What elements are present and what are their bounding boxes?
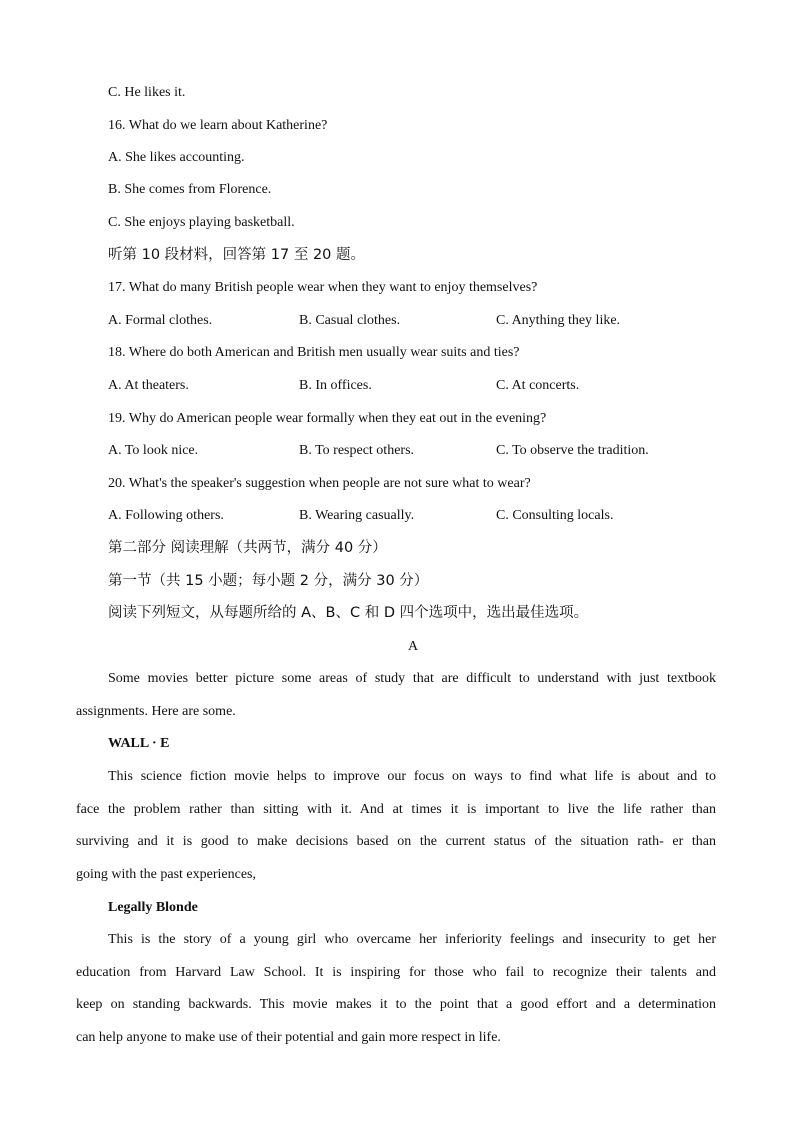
q20-option-a: A. Following others.	[108, 508, 224, 523]
wall-e-line-1: This science fiction movie helps to improve our focus on ways to find what life is about and to	[108, 769, 716, 784]
q17-stem: 17. What do many British people wear when they want to enjoy themselves?	[108, 280, 538, 295]
part-two-heading: 第二部分 阅读理解（共两节，满分 40 分）	[108, 540, 387, 556]
q18-stem: 18. Where do both American and British men usually wear suits and ties?	[108, 345, 520, 360]
q18-option-a: A. At theaters.	[108, 378, 189, 393]
reading-instruction: 阅读下列短文，从每题所给的 A、B、C 和 D 四个选项中，选出最佳选项。	[108, 605, 589, 621]
intro-line-2: assignments. Here are some.	[76, 704, 236, 719]
legally-blonde-title: Legally Blonde	[108, 900, 198, 915]
q20-stem: 20. What's the speaker's suggestion when people are not sure what to wear?	[108, 476, 531, 491]
q16-option-a: A. She likes accounting.	[108, 150, 245, 165]
q18-option-b: B. In offices.	[299, 378, 372, 393]
q19-option-a: A. To look nice.	[108, 443, 199, 458]
wall-e-title: WALL · E	[108, 736, 170, 751]
q18-option-c: C. At concerts.	[496, 378, 580, 393]
q16-stem: 16. What do we learn about Katherine?	[108, 118, 328, 133]
q19-option-c: C. To observe the tradition.	[496, 443, 649, 458]
legally-blonde-line-1: This is the story of a young girl who overcame her inferiority feelings and insecurity to get her	[108, 932, 716, 947]
legally-blonde-line-4: can help anyone to make use of their potential and gain more respect in life.	[76, 1030, 501, 1045]
q17-option-a: A. Formal clothes.	[108, 313, 213, 328]
q15-option-c: C. He likes it.	[108, 85, 186, 100]
material-10-heading: 听第 10 段材料，回答第 17 至 20 题。	[108, 247, 366, 263]
q16-option-b: B. She comes from Florence.	[108, 182, 272, 197]
q20-option-c: C. Consulting locals.	[496, 508, 614, 523]
q16-option-c: C. She enjoys playing basketball.	[108, 215, 295, 230]
wall-e-line-2: face the problem rather than sitting with it. And at times it is important to live the life rather than	[76, 802, 716, 817]
wall-e-line-3: surviving and it is good to make decisions based on the current status of the situation rath- er than	[76, 834, 716, 849]
q17-option-b: B. Casual clothes.	[299, 313, 401, 328]
intro-line-1: Some movies better picture some areas of study that are difficult to understand with just textbook	[108, 671, 716, 686]
q17-option-c: C. Anything they like.	[496, 313, 621, 328]
q19-option-b: B. To respect others.	[299, 443, 415, 458]
section-one-heading: 第一节（共 15 小题；每小题 2 分，满分 30 分）	[108, 573, 429, 589]
wall-e-line-4: going with the past experiences,	[76, 867, 257, 882]
passage-letter: A	[407, 639, 419, 654]
q20-option-b: B. Wearing casually.	[299, 508, 415, 523]
legally-blonde-line-3: keep on standing backwards. This movie makes it to the point that a good effort and a determination	[76, 997, 716, 1012]
legally-blonde-line-2: education from Harvard Law School. It is inspiring for those who fail to recognize their talents and	[76, 965, 716, 980]
q19-stem: 19. Why do American people wear formally when they eat out in the evening?	[108, 411, 547, 426]
